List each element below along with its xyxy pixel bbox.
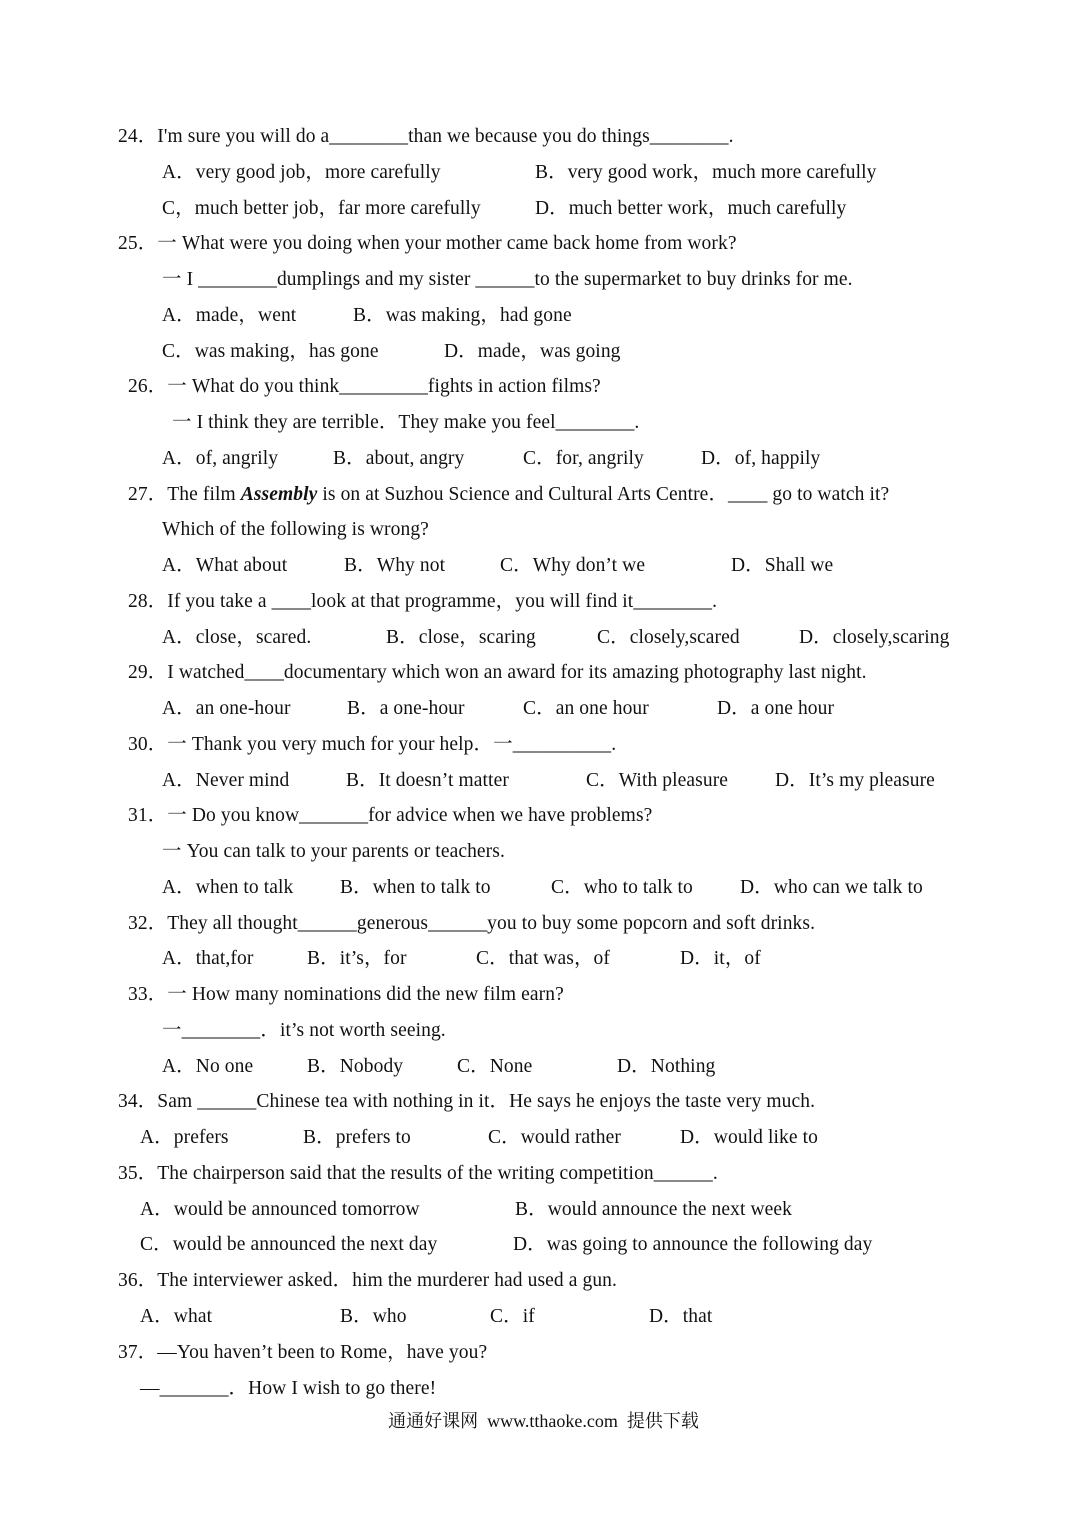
option-27d: D．Shall we xyxy=(731,555,834,576)
question-27-lead: 27．The film xyxy=(128,484,241,505)
question-35: 35．The chairperson said that the results of the writing competition______. xyxy=(118,1163,718,1184)
question-26: 26．一 What do you think_________fights in action films? xyxy=(128,376,601,397)
question-25: 25．一 What were you doing when your mother came back home from work? xyxy=(118,233,737,254)
question-25-reply: 一 I ________dumplings and my sister ______to the supermarket to buy drinks for me. xyxy=(162,269,853,290)
option-25b: B．was making，had gone xyxy=(353,305,572,326)
option-24a: A．very good job，more carefully xyxy=(162,162,441,183)
option-24c: C，much better job，far more carefully xyxy=(162,198,481,219)
film-title: Assembly xyxy=(240,484,318,505)
option-24d: D．much better work，much carefully xyxy=(535,198,847,219)
option-25d: D．made，was going xyxy=(444,341,621,362)
option-27a: A．What about xyxy=(162,555,288,576)
option-30d: D．It’s my pleasure xyxy=(775,770,935,791)
option-25a: A．made，went xyxy=(162,305,297,326)
option-35c: C．would be announced the next day xyxy=(140,1234,438,1255)
question-28: 28．If you take a ____look at that programme，you will find it________. xyxy=(128,591,718,612)
question-33: 33．一 How many nominations did the new film earn? xyxy=(128,984,564,1005)
option-36c: C．if xyxy=(490,1306,535,1327)
question-27-prompt: Which of the following is wrong? xyxy=(162,519,429,540)
option-35a: A．would be announced tomorrow xyxy=(140,1199,420,1220)
option-35d: D．was going to announce the following day xyxy=(513,1234,873,1255)
option-36b: B．who xyxy=(340,1306,407,1327)
option-24b: B．very good work，much more carefully xyxy=(535,162,877,183)
option-28a: A．close，scared. xyxy=(162,627,312,648)
option-34c: C．would rather xyxy=(488,1127,621,1148)
option-27c: C．Why don’t we xyxy=(500,555,646,576)
option-31c: C．who to talk to xyxy=(551,877,693,898)
option-33c: C．None xyxy=(457,1056,533,1077)
question-34: 34．Sam ______Chinese tea with nothing in it．He says he enjoys the taste very much. xyxy=(118,1091,816,1112)
question-30: 30．一 Thank you very much for your help．一__________. xyxy=(128,734,617,755)
option-30a: A．Never mind xyxy=(162,770,290,791)
option-34d: D．would like to xyxy=(680,1127,818,1148)
question-37-reply: —_______．How I wish to go there! xyxy=(140,1378,437,1399)
footer-site: 通通好课网 xyxy=(388,1411,479,1431)
question-36: 36．The interviewer asked．him the murderer had used a gun. xyxy=(118,1270,617,1291)
question-27-rest: is on at Suzhou Science and Cultural Arts Centre．____ go to watch it? xyxy=(317,484,890,505)
footer-url[interactable]: www.tthaoke.com xyxy=(487,1411,618,1431)
option-31a: A．when to talk xyxy=(162,877,294,898)
question-33-reply: 一________．it’s not worth seeing. xyxy=(162,1020,446,1041)
question-26-reply: 一 I think they are terrible．They make you feel________. xyxy=(172,412,640,433)
option-29d: D．a one hour xyxy=(717,698,835,719)
option-36a: A．what xyxy=(140,1306,213,1327)
option-30b: B．It doesn’t matter xyxy=(346,770,509,791)
option-27b: B．Why not xyxy=(344,555,446,576)
option-26a: A．of, angrily xyxy=(162,448,279,469)
option-35b: B．would announce the next week xyxy=(515,1199,793,1220)
option-33d: D．Nothing xyxy=(617,1056,716,1077)
question-37: 37．—You haven’t been to Rome，have you? xyxy=(118,1342,488,1363)
option-26c: C．for, angrily xyxy=(523,448,644,469)
option-29b: B．a one-hour xyxy=(347,698,465,719)
question-32: 32．They all thought______generous______you to buy some popcorn and soft drinks. xyxy=(128,913,816,934)
option-32d: D．it，of xyxy=(680,948,761,969)
option-33a: A．No one xyxy=(162,1056,254,1077)
option-30c: C．With pleasure xyxy=(586,770,729,791)
option-28b: B．close，scaring xyxy=(386,627,536,648)
question-31: 31．一 Do you know_______for advice when we have problems? xyxy=(128,805,653,826)
option-32a: A．that,for xyxy=(162,948,254,969)
option-28c: C．closely,scared xyxy=(597,627,740,648)
option-34b: B．prefers to xyxy=(303,1127,411,1148)
option-34a: A．prefers xyxy=(140,1127,229,1148)
page-footer xyxy=(0,1409,1087,1433)
option-29c: C．an one hour xyxy=(523,698,649,719)
option-28d: D．closely,scaring xyxy=(799,627,950,648)
option-29a: A．an one-hour xyxy=(162,698,291,719)
question-24: 24．I'm sure you will do a________than we because you do things________. xyxy=(118,126,734,147)
option-33b: B．Nobody xyxy=(307,1056,404,1077)
question-27 xyxy=(128,482,889,508)
option-32c: C．that was，of xyxy=(476,948,610,969)
option-31b: B．when to talk to xyxy=(340,877,491,898)
option-36d: D．that xyxy=(649,1306,713,1327)
option-25c: C．was making，has gone xyxy=(162,341,379,362)
question-29: 29．I watched____documentary which won an award for its amazing photography last night. xyxy=(128,662,867,683)
option-26b: B．about, angry xyxy=(333,448,465,469)
option-31d: D．who can we talk to xyxy=(740,877,923,898)
footer-note: 提供下载 xyxy=(626,1411,699,1431)
question-31-reply: 一 You can talk to your parents or teachers. xyxy=(162,841,505,862)
option-32b: B．it’s，for xyxy=(307,948,407,969)
option-26d: D．of, happily xyxy=(701,448,821,469)
